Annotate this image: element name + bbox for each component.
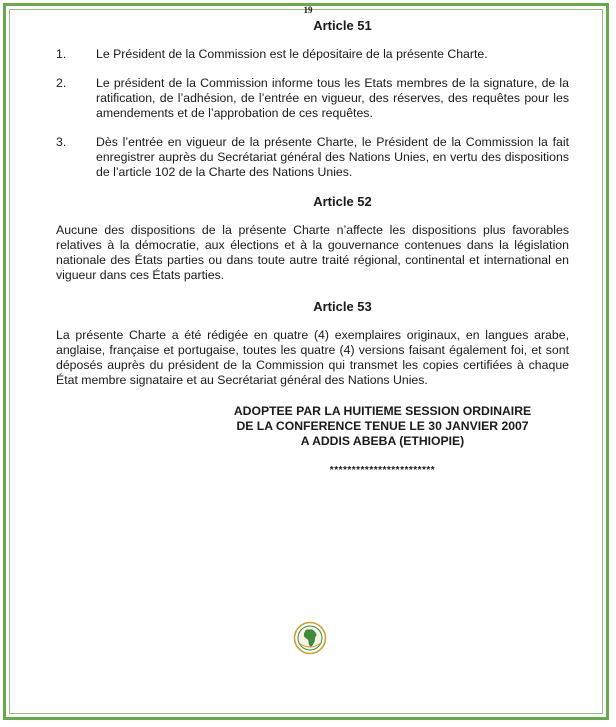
article-51-item-3 (56, 135, 569, 180)
article-51-item-2 (56, 76, 569, 121)
separator-stars: ************************ (329, 465, 436, 476)
article-51-title: Article 51 (313, 18, 372, 33)
adoption-statement (56, 404, 569, 449)
african-union-emblem-icon (293, 621, 327, 655)
item-text: Dès l’entrée en vigueur de la présente Charte, le Président de la Commission la fait enregistrer auprès du Secrétariat général des Nations Unies, en vertu des dispositions de l’article 102 de la Charte des Nations Unies. (96, 135, 569, 179)
adoption-line-2: DE LA CONFERENCE TENUE LE 30 JANVIER 2007 (236, 419, 529, 433)
adoption-line-3: A ADDIS ABEBA (ETHIOPIE) (300, 434, 465, 448)
article-53-text: La présente Charte a été rédigée en quatre (4) exemplaires originaux, en langues arabe, anglaise, française et portugaise, toutes les quatre (4) versions faisant également foi, et sont déposés auprès du président de la Commission qui transmet les copies certifiées à chaque État membre signataire et au Secrétariat général des Nations Unies. (56, 328, 569, 387)
article-53-title: Article 53 (313, 299, 372, 314)
article-52-text: Aucune des dispositions de la présente Charte n’affecte les dispositions plus favorables relatives à la démocratie, aux élections et à la gouvernance contenues dans la législation nationale des États parties ou dans toute autre traité régional, continental et international en vigueur dans ces États parties. (56, 223, 569, 282)
adoption-line-1: ADOPTEE PAR LA HUITIEME SESSION ORDINAIRE (233, 404, 532, 418)
article-52-title: Article 52 (313, 194, 372, 209)
item-number: 2. (56, 76, 67, 90)
document-body (56, 18, 569, 476)
item-text: Le président de la Commission informe tous les Etats membres de la signature, de la ratification, de l’adhésion, de l’entrée en vigueur, des réserves, des requêtes pour les amendements et de l’approbation de ces requêtes. (96, 76, 569, 120)
item-number: 3. (56, 135, 67, 149)
item-number: 1. (56, 47, 67, 61)
article-51-item-1 (56, 47, 569, 62)
page-number: 19 (303, 5, 313, 15)
item-text: Le Président de la Commission est le dépositaire de la présente Charte. (96, 47, 488, 61)
